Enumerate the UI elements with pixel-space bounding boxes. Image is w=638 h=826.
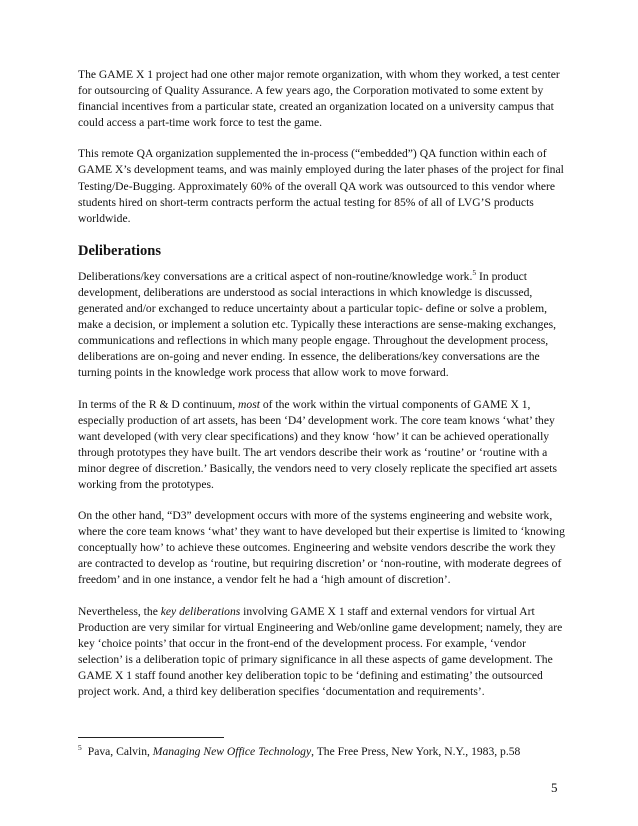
paragraph-d3-development: On the other hand, “D3” development occurs with more of the systems engineering and website work, where the core team knows ‘what’ they want to have developed but their expertise is limited to ‘knowing conceptually how’ to achieve these outcomes. Engineering and website vendors describe the work they are contracted to develop as ‘routine, but requiring discretion’ or ‘non-routine, with moderate degrees of freedom’ and in one instance, a vendor felt he had a ‘high amount of discretion’. [78,509,565,587]
paragraph-rd-continuum [78,397,570,494]
text-run: Nevertheless, the [78,604,161,618]
text-run: Deliberations/key conversations are a critical aspect of non-routine/knowledge work. [78,269,473,283]
paragraph-deliberations-definition [78,269,570,382]
footnote-marker: 5 [78,743,82,753]
footnote-title: Managing New Office Technology [152,745,312,758]
paragraph-key-deliberations [78,604,570,701]
footnote [78,744,578,760]
emphasis-text: most [238,397,260,411]
section-heading: Deliberations [78,242,161,259]
footnote-details: , The Free Press, New York, N.Y., 1983, p.58 [311,745,521,758]
emphasis-text: key deliberations [160,604,241,618]
text-run: In product development, deliberations are understood as social interactions in which knowledge is discussed, generated and/or exchanged to reduce uncertainty about a particular topic- define or solve a problem, make a decision, or implement a solution etc. Typically these interactions are sense-making exchanges, communications and reflections in which many people engage. Throughout the development process, deliberations are on-going and never ending. In essence, the deliberations/key conversations are the turning points in the knowledge work process that allow work to move forward. [78,269,557,380]
page-body [78,67,570,715]
paragraph-qa-test-center: The GAME X 1 project had one other major remote organization, with whom they worked, a test center for outsourcing of Quality Assurance. A few years ago, the Corporation motivated to some extent by financial incentives from a particular state, created an organization located on a university campus that could access a part-time work force to test the game. [78,68,560,130]
paragraph-remote-qa: This remote QA organization supplemented the in-process (“embedded”) QA function within each of GAME X’s development teams, and was mainly employed during the later phases of the project for final Testing/De-Bugging. Approximately 60% of the overall QA work was outsourced to this vendor where students hired on short-term contracts perform the actual testing for 85% of all of LVG’S products worldwide. [78,147,564,225]
text-run: In terms of the R & D continuum, [78,397,239,411]
footnote-separator [78,737,224,738]
footnote-reference: 5 [472,267,477,277]
page-number: 5 [551,780,558,795]
text-run: involving GAME X 1 staff and external vendors for virtual Art Production are very similar for virtual Engineering and Web/online game development; namely, they are key ‘choice points’ that occur in the front-end of the development process. For example, ‘vendor selection’ is a deliberation topic of primary significance in all these aspects of game development. The GAME X 1 staff found another key deliberation topic to be ‘defining and estimating’ the outsourced project work. And, a third key deliberation specifies ‘documentation and requirements’. [78,604,563,698]
footnote-author: Pava, Calvin, [87,745,153,758]
text-run: of the work within the virtual components of GAME X 1, especially production of art assets, has been ‘D4’ development work. The core team knows ‘what’ they want developed (with very clear specifications) and they know ‘how’ it can be achieved operationally through prototypes they have built. The art vendors describe their work as ‘routine’ or ‘routine with a minor degree of discretion.’ Basically, the vendors need to very closely replicate the specified art assets working from the prototypes. [78,397,558,491]
